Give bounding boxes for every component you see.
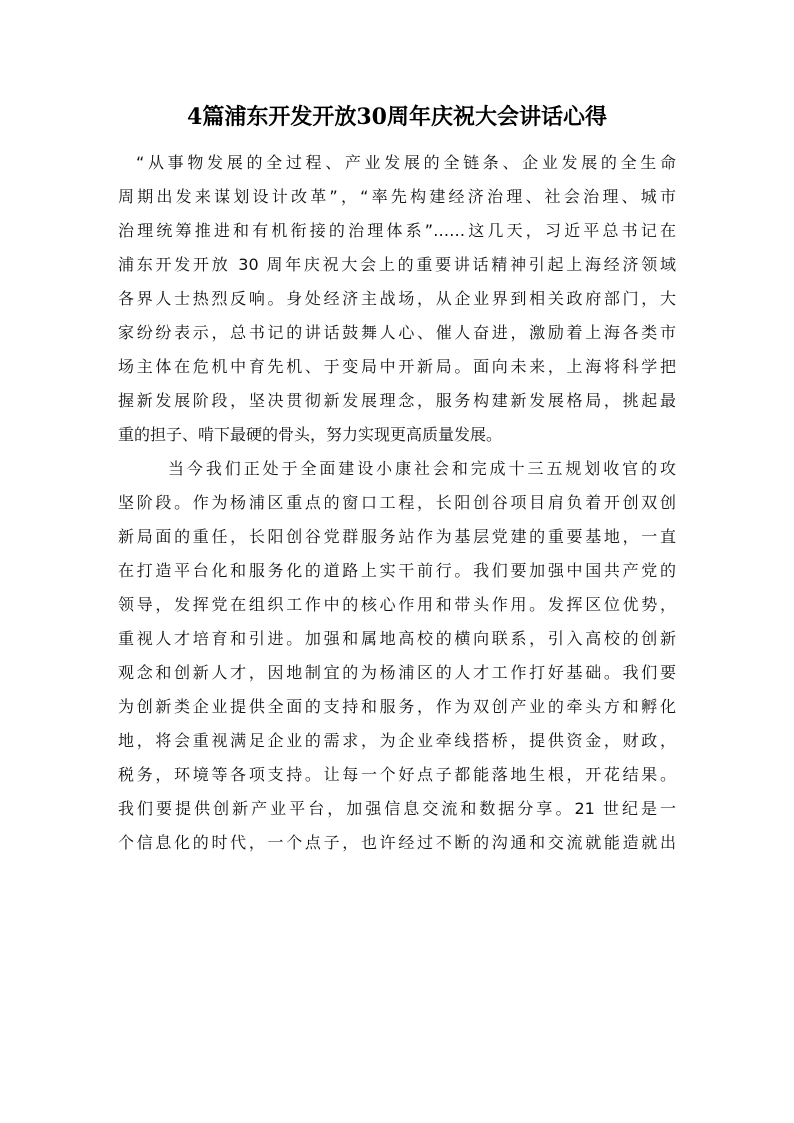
text-line: 地，将会重视满足企业的需求，为企业牵线搭桥，提供资金，财政， bbox=[118, 731, 676, 750]
text-line: 税务，环境等各项支持。让每一个好点子都能落地生根，开花结果。 bbox=[118, 765, 676, 784]
text-line: 新局面的重任，长阳创谷党群服务站作为基层党建的重要基地，一直 bbox=[118, 527, 676, 546]
text-line: 握新发展阶段，坚决贯彻新发展理念，服务构建新发展格局，挑起最 bbox=[118, 391, 676, 410]
text-line: 治理统筹推进和有机衔接的治理体系”……这几天，习近平总书记在 bbox=[118, 221, 676, 240]
paragraph-2 bbox=[118, 452, 676, 860]
text-line: 领导，发挥党在组织工作中的核心作用和带头作用。发挥区位优势， bbox=[118, 595, 676, 614]
document-body bbox=[118, 146, 676, 860]
text-line: 各界人士热烈反响。身处经济主战场，从企业界到相关政府部门，大 bbox=[118, 289, 676, 308]
paragraph-1 bbox=[118, 146, 676, 452]
text-line: 重的担子、啃下最硬的骨头，努力实现更高质量发展。 bbox=[118, 425, 503, 444]
document-title: 4篇浦东开发开放30周年庆祝大会讲话心得 bbox=[187, 104, 607, 130]
text-line: 在打造平台化和服务化的道路上实干前行。我们要加强中国共产党的 bbox=[118, 561, 676, 580]
text-line: 重视人才培育和引进。加强和属地高校的横向联系，引入高校的创新 bbox=[118, 629, 676, 648]
text-line: 场主体在危机中育先机、于变局中开新局。面向未来，上海将科学把 bbox=[118, 357, 676, 376]
text-line: 观念和创新人才，因地制宜的为杨浦区的人才工作打好基础。我们要 bbox=[118, 663, 676, 682]
text-line: 当今我们正处于全面建设小康社会和完成十三五规划收官的攻 bbox=[168, 459, 676, 478]
text-line: “从事物发展的全过程、产业发展的全链条、企业发展的全生命 bbox=[136, 153, 676, 172]
text-line: 坚阶段。作为杨浦区重点的窗口工程，长阳创谷项目肩负着开创双创 bbox=[118, 493, 676, 512]
text-line: 为创新类企业提供全面的支持和服务，作为双创产业的牵头方和孵化 bbox=[118, 697, 676, 716]
text-line: 个信息化的时代，一个点子，也许经过不断的沟通和交流就能造就出 bbox=[118, 833, 676, 852]
text-line: 浦东开发开放 30 周年庆祝大会上的重要讲话精神引起上海经济领域 bbox=[118, 255, 676, 274]
text-line: 我们要提供创新产业平台，加强信息交流和数据分享。21 世纪是一 bbox=[118, 799, 676, 818]
text-line: 家纷纷表示，总书记的讲话鼓舞人心、催人奋进，激励着上海各类市 bbox=[118, 323, 676, 342]
text-line: 周期出发来谋划设计改革”，“率先构建经济治理、社会治理、城市 bbox=[118, 187, 676, 206]
